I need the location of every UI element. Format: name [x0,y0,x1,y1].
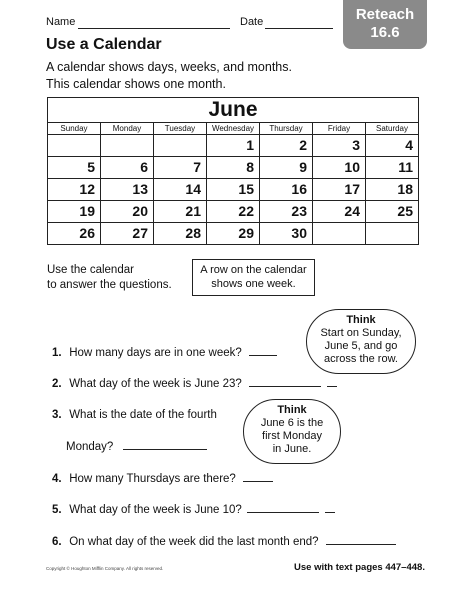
instructions-line-1: Use the calendar [47,264,134,276]
intro-line-1: A calendar shows days, weeks, and months. [46,60,292,74]
copyright: Copyright © Houghton Mifflin Company. All rights reserved. [46,566,164,571]
date-label: Date [240,16,264,28]
day-cell: 1 [207,135,260,157]
question-number: 1. [52,347,62,359]
question-number: 2. [52,378,62,390]
question-text: On what day of the week did the last month end? [69,536,319,548]
think-cloud-1-line: Start on Sunday, [320,327,402,339]
badge-line2: 16.6 [370,24,400,41]
question-text: What day of the week is June 23? [69,378,242,390]
name-field[interactable] [78,28,230,29]
note-line-2: shows one week. [211,278,296,290]
day-cell: 19 [48,201,101,223]
question-number: 3. [52,409,62,421]
intro-text [46,59,292,93]
day-cell: 24 [313,201,366,223]
day-cell: 27 [101,223,154,245]
day-cell: 30 [260,223,313,245]
day-cell: 10 [313,157,366,179]
day-cell: 5 [48,157,101,179]
dow-thursday: Thursday [260,123,313,135]
answer-blank-3[interactable] [123,440,207,450]
think-cloud-2 [243,399,341,464]
day-cell [154,135,207,157]
day-cell [366,223,419,245]
day-cell: 8 [207,157,260,179]
day-cell: 15 [207,179,260,201]
question-text-continued: Monday? [66,441,114,453]
intro-line-2: This calendar shows one month. [46,77,226,91]
day-cell: 7 [154,157,207,179]
name-label: Name [46,16,76,28]
badge-line1: Reteach [355,6,415,23]
question-3-continued [66,440,207,453]
day-cell: 14 [154,179,207,201]
text-pages-reference: Use with text pages 447–448. [294,562,425,573]
question-number: 4. [52,473,62,485]
question-number: 6. [52,536,62,548]
think-cloud-2-line: first Monday [262,430,322,442]
day-cell: 17 [313,179,366,201]
note-box [192,259,315,296]
dow-friday: Friday [313,123,366,135]
think-cloud-2-title: Think [277,404,307,416]
day-cell: 25 [366,201,419,223]
days-of-week-row [48,123,419,135]
question-1 [52,346,277,359]
question-3 [52,409,217,421]
june-calendar [47,97,419,245]
think-cloud-1 [306,309,416,374]
dow-sunday: Sunday [48,123,101,135]
day-cell: 21 [154,201,207,223]
day-cell: 16 [260,179,313,201]
question-6 [52,535,396,548]
question-text: What is the date of the fourth [69,409,217,421]
calendar-week [48,157,419,179]
calendar-week [48,135,419,157]
day-cell: 22 [207,201,260,223]
answer-blank-2b[interactable] [327,377,337,387]
day-cell: 4 [366,135,419,157]
answer-blank-1[interactable] [249,346,277,356]
question-text: How many days are in one week? [69,347,242,359]
date-field[interactable] [265,28,333,29]
question-text: What day of the week is June 10? [69,504,242,516]
day-cell: 6 [101,157,154,179]
day-cell: 13 [101,179,154,201]
dow-wednesday: Wednesday [207,123,260,135]
day-cell: 29 [207,223,260,245]
answer-blank-4[interactable] [243,472,273,482]
instructions [47,263,172,293]
question-2 [52,377,337,390]
answer-blank-5b[interactable] [325,503,335,513]
page-title: Use a Calendar [46,36,162,53]
instructions-line-2: to answer the questions. [47,279,172,291]
day-cell: 2 [260,135,313,157]
day-cell: 26 [48,223,101,245]
calendar-week [48,179,419,201]
think-cloud-2-line: June 6 is the [260,417,324,429]
answer-blank-2[interactable] [249,377,321,387]
dow-monday: Monday [101,123,154,135]
answer-blank-5[interactable] [247,503,319,513]
day-cell: 18 [366,179,419,201]
answer-blank-6[interactable] [326,535,396,545]
day-cell: 11 [366,157,419,179]
day-cell: 12 [48,179,101,201]
day-cell: 3 [313,135,366,157]
day-cell [101,135,154,157]
dow-tuesday: Tuesday [154,123,207,135]
think-cloud-1-title: Think [346,314,376,326]
day-cell [313,223,366,245]
dow-saturday: Saturday [366,123,419,135]
day-cell: 23 [260,201,313,223]
question-4 [52,472,273,485]
day-cell: 9 [260,157,313,179]
calendar-month: June [48,98,419,123]
day-cell: 20 [101,201,154,223]
think-cloud-1-line: across the row. [324,353,398,365]
think-cloud-2-line: in June. [272,443,312,455]
think-cloud-1-line: June 5, and go [324,340,398,352]
day-cell [48,135,101,157]
question-5 [52,503,335,516]
calendar-week [48,201,419,223]
question-number: 5. [52,504,62,516]
day-cell: 28 [154,223,207,245]
reteach-badge [343,0,427,49]
question-text: How many Thursdays are there? [69,473,236,485]
note-line-1: A row on the calendar [200,264,307,276]
calendar-week [48,223,419,245]
